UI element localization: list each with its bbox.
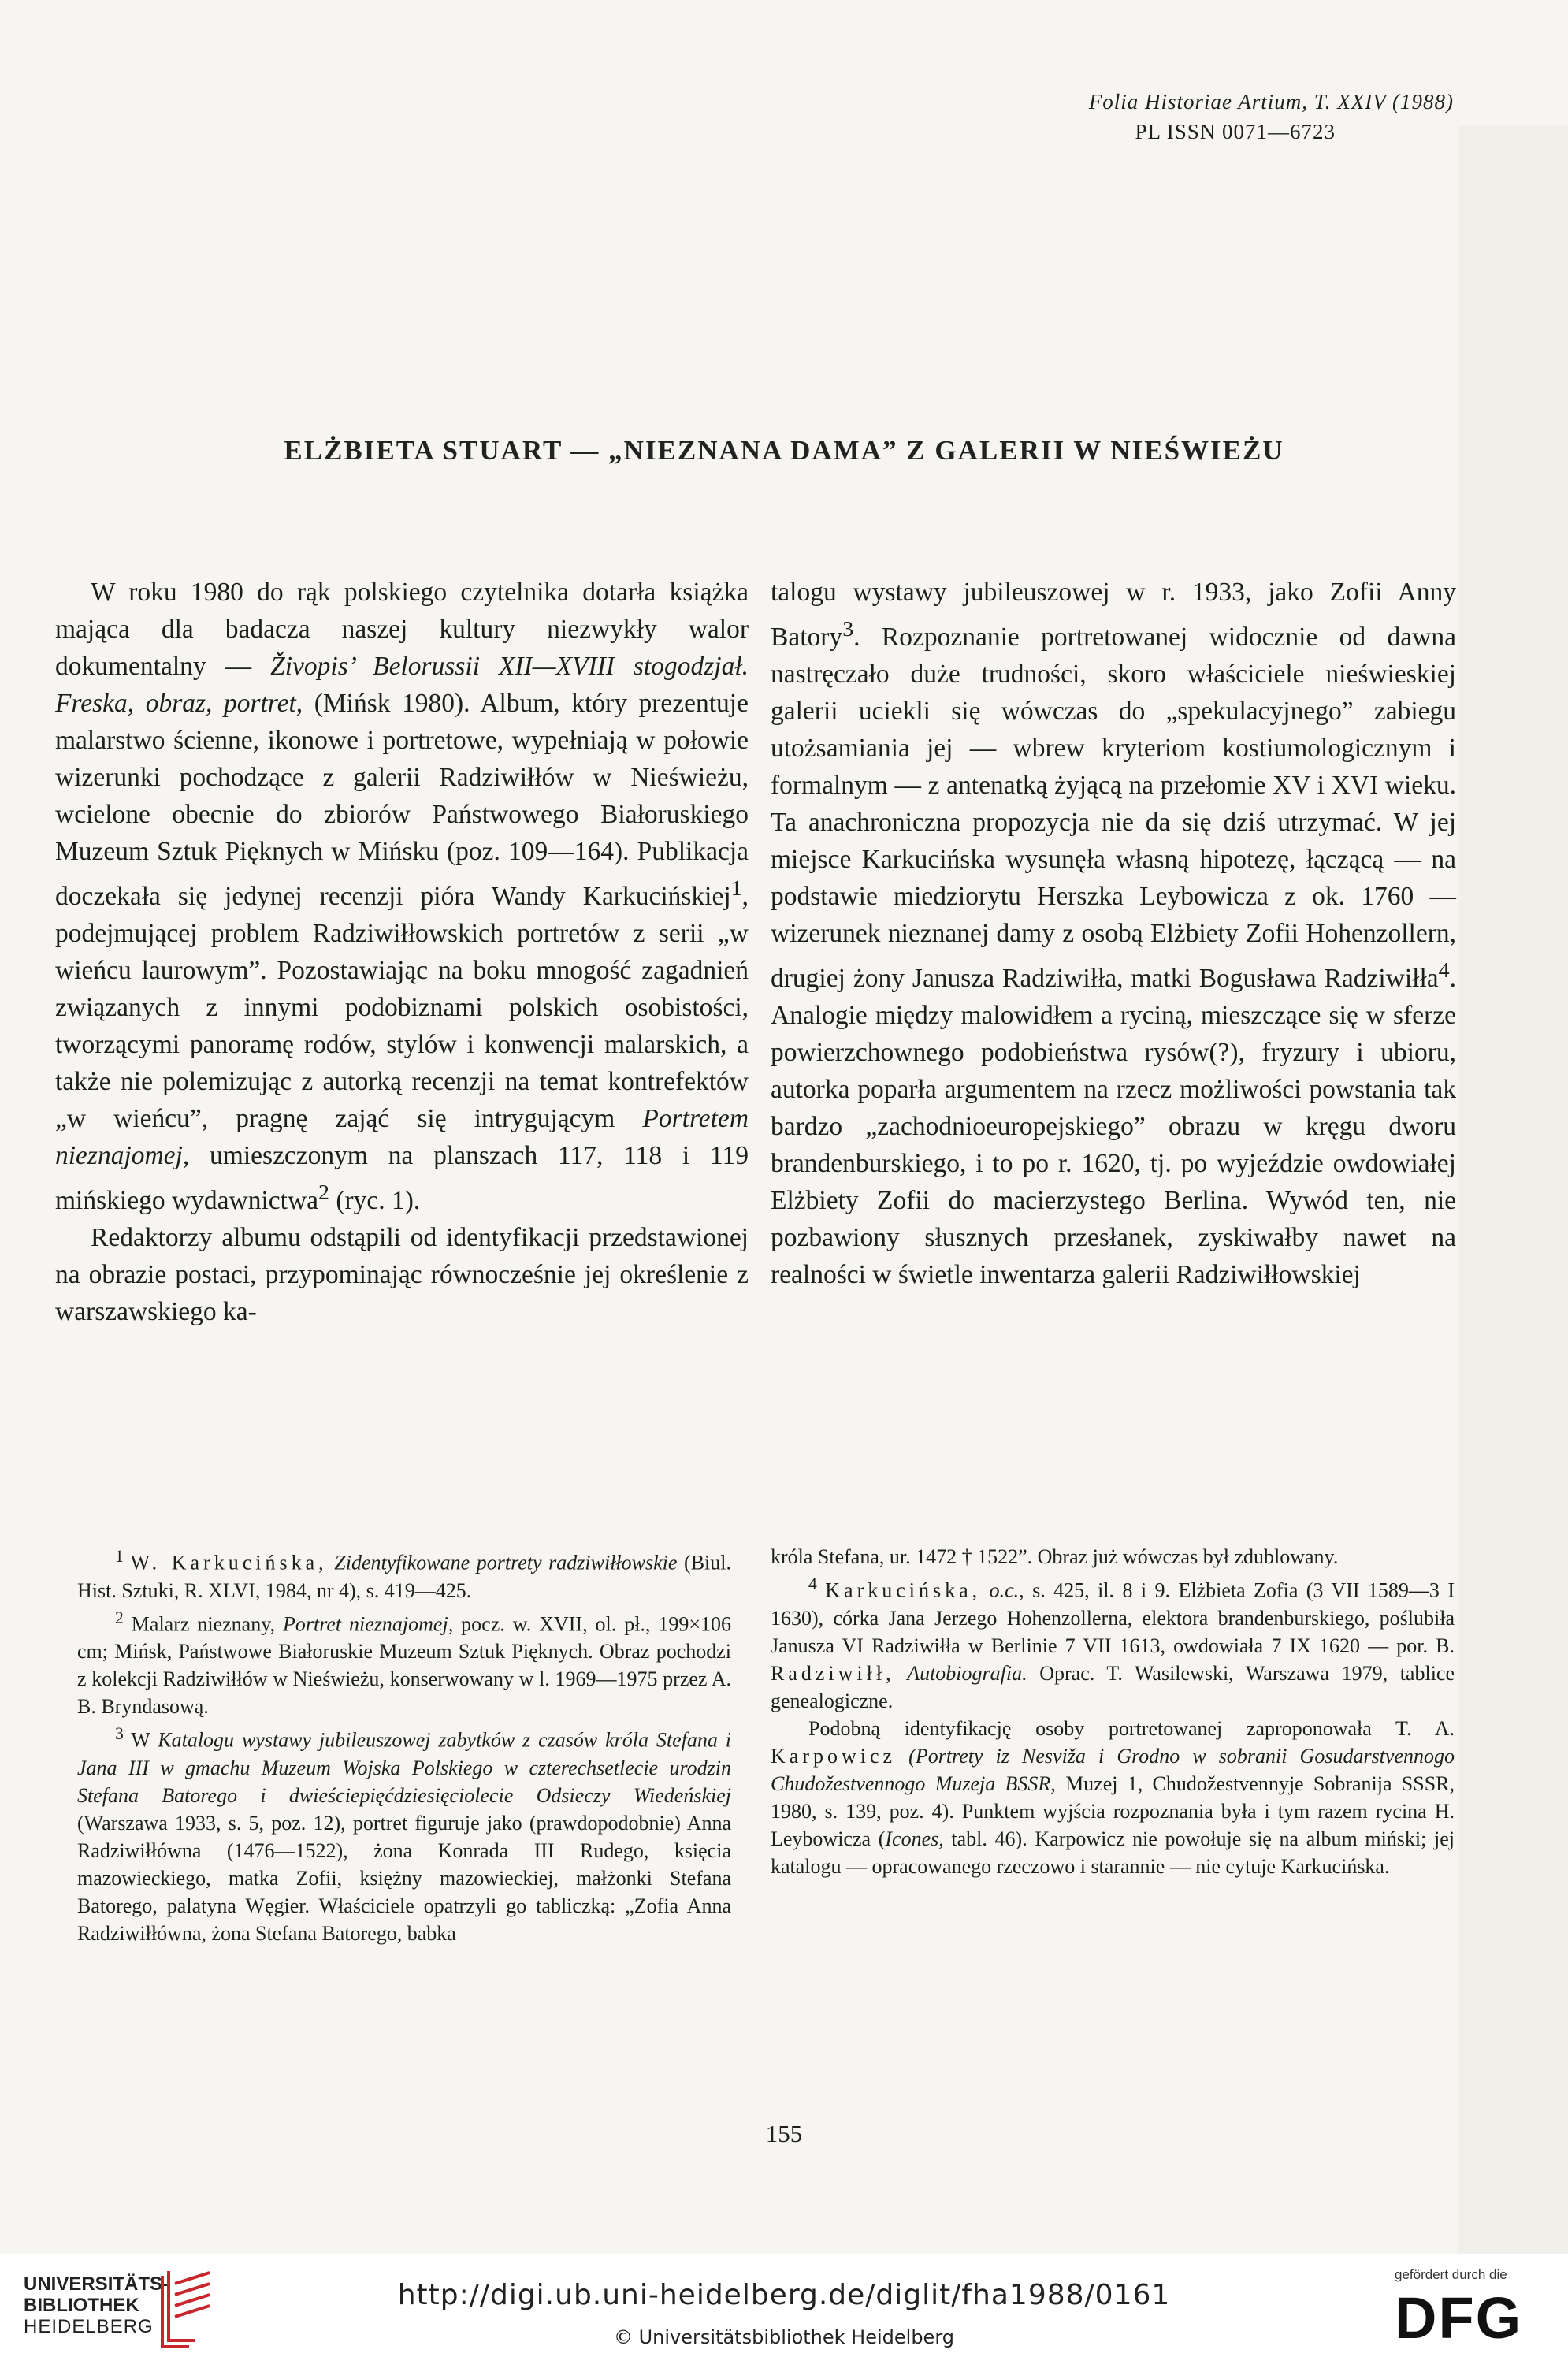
text-run: W roku 1980 do rąk polskiego czytelnika dotarła książka mająca dla badacza naszej kultury niezwykły walor dokumentalny — <box>55 578 749 681</box>
body-column-right <box>771 574 1456 1293</box>
painting-title: Portretem nieznajomej, <box>55 1104 749 1171</box>
footnote-title: Autobiografia. <box>907 1661 1027 1685</box>
library-name-line: HEIDELBERG <box>24 2316 154 2337</box>
footnote-author: Radziwiłł, <box>771 1661 895 1685</box>
book-title: Živopis’ Belorussii XII—XVIII stogodzjał. Freska, obraz, portret, <box>55 652 749 718</box>
footnote-author: Karpowicz <box>771 1744 897 1768</box>
paragraph: Redaktorzy albumu odstąpili od identyfikacji przedstawionej na obrazie postaci, przypominając równocześnie jej określenie z warszawskiego ka- <box>55 1223 749 1327</box>
text-run: . Analogie między malowidłem a ryciną, mieszczące się w sferze powierzchownego podobieństwa rysów(?), fryzury i ubioru, autorka poparła argumentem na rzecz możliwości powstania tak bardzo „zachodnioeuropejskiego” obrazu w kręgu dworu brandenburskiego, i to po r. 1620, tj. po wyjeździe owdowiałej Elżbiety Zofii do macierzystego Berlina. Wywód ten, nie pozbawiony słusznych przesłanek, zyskiwałby nawet na realności w świetle inwentarza galerii Radziwiłłowskiej <box>771 964 1456 1290</box>
footnote-text: (Biul. Hist. Sztuki, R. XLVI, 1984, nr 4), s. 419—425. <box>77 1551 731 1602</box>
library-name-line: BIBLIOTHEK <box>24 2295 139 2316</box>
footnote-number: 4 <box>808 1574 817 1593</box>
footnote-ref: 4 <box>1438 958 1450 983</box>
paragraph <box>771 574 1456 1293</box>
footnote-text: Podobną identyfikację osoby portretowanej zaproponowała T. A. <box>808 1716 1455 1740</box>
footnotes-left <box>77 1543 731 1947</box>
footnote-1 <box>77 1543 731 1604</box>
footnote-3-continued: króla Stefana, ur. 1472 † 1522”. Obraz już wówczas był zdublowany. <box>771 1545 1339 1568</box>
article-title: ELŻBIETA STUART — „NIEZNANA DAMA” Z GALERII W NIEŚWIEŻU <box>284 435 1284 466</box>
journal-title: Folia Historiae Artium, T. XXIV (1988) <box>1088 90 1454 113</box>
journal-issn: PL ISSN 0071—6723 <box>1135 120 1336 143</box>
footnote-number: 2 <box>115 1608 124 1627</box>
footnote-abbrev: o.c., <box>989 1578 1024 1602</box>
funding-note: gefördert durch die <box>1395 2267 1507 2282</box>
copyright-notice: © Universitätsbibliothek Heidelberg <box>613 2326 954 2348</box>
text-run: . Rozpoznanie portretowanej widocznie od dawna nastręczało duże trudności, skoro właściciele nieświeskiej galerii uciekli się wówczas do „spekulacyjnego” zabiegu utożsamiania jej — wbrew kryteriom kostiumologicznym i formalnym — z antenatką żyjącą na przełomie XV i XVI wieku. Ta anachroniczna propozycja nie da się dziś utrzymać. W jej miejsce Karkucińska wysunęła własną hipotezę, łączącą — na podstawie miedziorytu Herszka Leybowicza z ok. 1760 — wizerunek nieznanej damy z osobą Elżbiety Zofii Hohenzollern, drugiej żony Janusza Radziwiłła, matki Bogusława Radziwiłła <box>771 623 1456 994</box>
footnote-text: Malarz nieznany, <box>131 1612 276 1636</box>
journal-header <box>1089 87 1454 147</box>
footnote-title: Katalogu wystawy jubileuszowej zabytków z czasów króla Stefana i Jana III w gmachu Muzeum Wojska Polskiego w czterechsetlecie urodzin Stefana Batorego i dwieściepięćdziesięciolecie Odsieczy Wiedeńskiej <box>77 1728 732 1807</box>
footnote-author: W. Karkucińska, <box>130 1551 328 1574</box>
footnote-title: Zidentyfikowane portrety radziwiłłowskie <box>334 1551 678 1574</box>
dfg-logo: DFG <box>1395 2285 1523 2351</box>
footnote-title: Icones, <box>885 1827 944 1850</box>
footnote-ref: 3 <box>842 617 854 641</box>
footnote-text: pocz. w. XVII, ol. pł., 199×106 cm; Mińsk, Państwowe Białoruskie Muzeum Sztuk Pięknych. Obraz pochodzi z kolekcji Radziwiłłów w Nieświeżu, konserwowany w l. 1969—1975 przez A. B. Bryndasową. <box>77 1612 732 1719</box>
page-number: 155 <box>765 2120 803 2147</box>
footnote-text: s. 425, il. 8 i 9. Elżbieta Zofia (3 VII 1589—3 I 1630), córka Jana Jerzego Hohenzollerna, elektora brandenburskiego, poślubiła Janusza VI Radziwiłła w Berlinie 7 VII 1613, owdowiała 7 IX 1620 — por. B. <box>771 1578 1455 1657</box>
footnote-text: W <box>131 1728 150 1752</box>
footnote-text: (Warszawa 1933, s. 5, poz. 12), portret figuruje jako (prawdopodobnie) Anna Radziwiłłówna (1476—1522), żona Konrada III Rudego, księcia mazowieckiego, matka Zofii, księżny mazowieckiej, małżonki Stefana Batorego, palatyna Węgier. Właściciele opatrzyli go tabliczką: „Zofia Anna Radziwiłłówna, żona Stefana Batorego, babka <box>77 1811 731 1945</box>
footnote-ref: 2 <box>318 1180 329 1206</box>
footnote-4-continued <box>771 1715 1455 1880</box>
footnote-number: 3 <box>115 1724 124 1744</box>
footnote-ref: 1 <box>730 876 742 901</box>
footnote-title: (Portrety iz Nesviža i Grodno w sobranii Gosudarstvennogo Chudožestvennogo Muzeja BSSR, <box>771 1744 1455 1795</box>
footnote-text: Muzej 1, Chudožestvennyje Sobranija SSSR, 1980, s. 139, poz. 4). Punktem wyjścia rozpoznania była i tym razem rycina H. Leybowicza ( <box>771 1771 1455 1850</box>
text-run: talogu wystawy jubileuszowej w r. 1933, jako Zofii Anny Batory <box>771 578 1456 652</box>
footnote-text: tabl. 46). Karpowicz nie powołuje się na album miński; jej katalogu — opracowanego rzeczowo i starannie — nie cytuje Karkucińska. <box>771 1827 1455 1878</box>
footnote-3 <box>77 1720 731 1947</box>
footnotes-right <box>771 1543 1455 1880</box>
footnote-title: Portret nieznajomej, <box>282 1612 454 1636</box>
text-run: (Mińsk 1980). Album, który prezentuje malarstwo ścienne, ikonowe i portretowe, wypełniają w połowie wizerunki pochodzące z galerii Radziwiłłów w Nieświeżu, wcielone obecnie do zbiorów Państwowego Białoruskiego Muzeum Sztuk Pięknych w Mińsku (poz. 109—164). Publikacja doczekała się jedynej recenzji pióra Wandy Karkucińskiej <box>55 689 749 912</box>
footnote-text: Oprac. T. Wasilewski, Warszawa 1979, tablice genealogiczne. <box>771 1661 1455 1712</box>
library-name-line: UNIVERSITÄTS- <box>24 2273 169 2295</box>
document-url[interactable]: http://digi.ub.uni-heidelberg.de/diglit/fha1988/0161 <box>397 2279 1171 2311</box>
paragraph <box>55 574 749 1219</box>
footnote-4 <box>771 1571 1455 1715</box>
body-column-left <box>55 574 749 1330</box>
text-run: , podejmującej problem Radziwiłłowskich portretów z serii „w wieńcu laurowym”. Pozostawiając na boku mnogość zagadnień związanych z innymi podobiznami polskich osobistości, tworzącymi panoramę rodów, stylów i konwencji malarskich, a także nie polemizując z autorką recenzji na temat kontrefektów „w wieńcu”, pragnę zająć się intrygującym <box>55 882 749 1134</box>
footnote-2 <box>77 1604 731 1721</box>
footnote-number: 1 <box>115 1547 124 1566</box>
footnote-author: Karkucińska, <box>825 1578 982 1602</box>
text-run: umieszczonym na planszach 117, 118 i 119 mińskiego wydawnictwa <box>55 1141 749 1216</box>
text-run: (ryc. 1). <box>336 1186 421 1216</box>
